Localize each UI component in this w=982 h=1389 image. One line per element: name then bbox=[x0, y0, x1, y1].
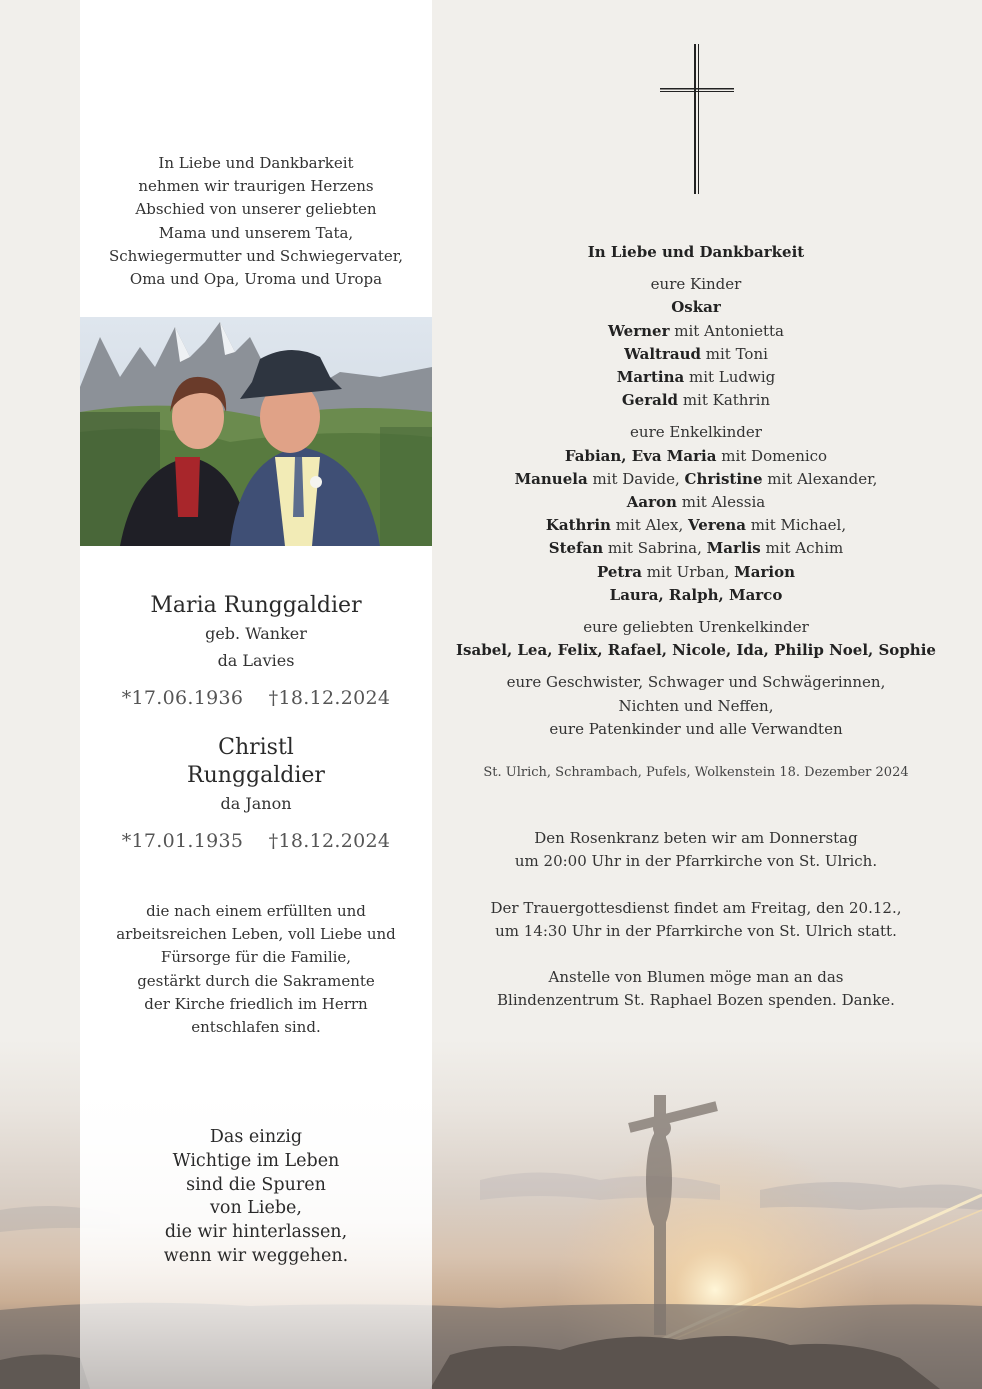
quote-text: Das einzig Wichtige im Leben sind die Spuren von Liebe, die wir hinterlassen, wenn wir weggehen. bbox=[163, 1127, 349, 1266]
person1-maiden: geb. Wanker bbox=[205, 624, 307, 643]
family-line: Nichten und Neffen, bbox=[618, 696, 774, 715]
kinder-item: Oskar bbox=[671, 298, 721, 317]
left-column bbox=[80, 0, 432, 1389]
enkel-line: Kathrin mit Alex, Verena mit Michael, bbox=[545, 516, 847, 535]
place-date: St. Ulrich, Schrambach, Pufels, Wolkenstein 18. Dezember 2024 bbox=[483, 765, 909, 781]
enkel-line: Laura, Ralph, Marco bbox=[609, 585, 783, 604]
enkel-line: Manuela mit Davide, Christine mit Alexander, bbox=[514, 469, 878, 488]
enkel-label: eure Enkelkinder bbox=[630, 423, 762, 442]
person2-name: Christl Runggaldier bbox=[187, 735, 325, 788]
enkel-line: Aaron mit Alessia bbox=[626, 493, 766, 512]
cross-icon bbox=[660, 44, 734, 196]
enkel-line: Fabian, Eva Maria mit Domenico bbox=[564, 446, 828, 465]
kinder-label: eure Kinder bbox=[650, 275, 742, 294]
enkel-line: Petra mit Urban, Marion bbox=[597, 562, 795, 581]
person1-name: Maria Runggaldier bbox=[150, 593, 362, 618]
urenkel-label: eure geliebten Urenkelkinder bbox=[583, 618, 809, 637]
person1-dates: *17.06.1936 †18.12.2024 bbox=[121, 687, 391, 709]
kinder-item: Werner mit Antonietta bbox=[608, 321, 784, 340]
info-block-spende: Anstelle von Blumen möge man an das Blindenzentrum St. Raphael Bozen spenden. Danke. bbox=[497, 968, 895, 1010]
kinder-item: Waltraud mit Toni bbox=[624, 344, 768, 363]
person1-block bbox=[80, 592, 432, 855]
info-block-rosenkranz: Den Rosenkranz beten wir am Donnerstag um 20:00 Uhr in der Pfarrkirche von St. Ulrich. bbox=[514, 829, 878, 871]
right-heading: In Liebe und Dankbarkeit bbox=[587, 243, 805, 261]
kinder-item: Martina mit Ludwig bbox=[616, 368, 776, 387]
urenkel-names: Isabel, Lea, Felix, Rafael, Nicole, Ida, Philip Noel, Sophie bbox=[456, 641, 936, 660]
left-body-text: die nach einem erfüllten und arbeitsreichen Leben, voll Liebe und Fürsorge für die Familie, gestärkt durch die Sakramente der Kirche friedlich im Herrn entschlafen sind. bbox=[116, 902, 396, 1037]
family-line: eure Patenkinder und alle Verwandten bbox=[549, 719, 843, 738]
info-block-gottesdienst: Der Trauergottesdienst findet am Freitag, den 20.12., um 14:30 Uhr in der Pfarrkirche von St. Ulrich statt. bbox=[490, 898, 902, 940]
family-line: eure Geschwister, Schwager und Schwägerinnen, bbox=[506, 673, 886, 692]
person1-origin: da Lavies bbox=[217, 651, 295, 670]
person2-dates: *17.01.1935 †18.12.2024 bbox=[121, 830, 391, 852]
right-column bbox=[440, 241, 952, 1012]
kinder-item: Gerald mit Kathrin bbox=[621, 391, 771, 410]
intro-text: In Liebe und Dankbarkeit nehmen wir traurigen Herzens Abschied von unserer geliebten Mama und unserem Tata, Schwiegermutter und Schwiegervater, Oma und Opa, Uroma und Uropa bbox=[108, 154, 404, 289]
couple-photo bbox=[80, 317, 432, 546]
enkel-line: Stefan mit Sabrina, Marlis mit Achim bbox=[548, 539, 844, 558]
person2-origin: da Janon bbox=[220, 794, 292, 813]
